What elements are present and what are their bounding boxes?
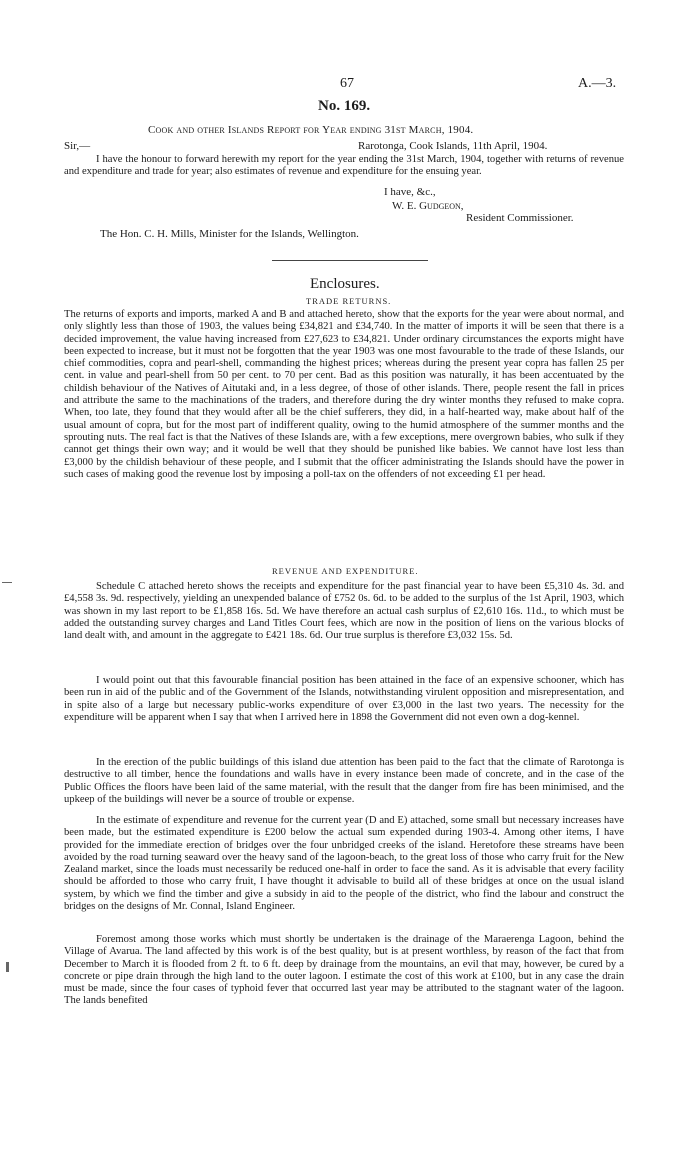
margin-mark — [6, 962, 9, 972]
letter-signoff: I have, &c., — [384, 186, 436, 198]
trade-returns-paragraph: The returns of exports and imports, marked A and B and attached hereto, show that the exports for the year were about normal, and only slightly less than those of 1903, the values being £34,821 and £34,740. In the matter of imports it will be seen that there is a decided improvement, the value having increased from £27,623 to £34,821. Under ordinary circumstances the exports might have been expected to increase, but it must not be forgotten that the year 1903 was one most favourable to the trade of these Islands, our chief commodities, copra and pearl-shell, commanding the highest prices; whereas during the present year copra has fallen 25 per cent. in value and pearl-shell from 50 per cent. to 70 per cent. Bad as this position was naturally, it has been accentuated by the childish behaviour of the Natives of Aitutaki and, in a less degree, of those of other islands. There, people resent the fall in prices and attribute the same to the machinations of the traders, and therefore during the dry winter months they refused to make copra. When, too late, they found that they would after all be the chief sufferers, they did, in a half-hearted way, make about half of the usual amount of copra, but for the most part of indifferent quality, owing to the humid atmosphere of the summer months and the sprouting nuts. The real fact is that the Natives of these Islands are, with a few exceptions, mere overgrown babies, who sulk if they cannot get things their own way; and it would be well that they should be punished like babies. We cannot have lost less than £3,000 by the childish behaviour of these people, and I submit that the officer administrating the Islands should have the power in such cases of making good the revenue lost by imposing a poll-tax on the offenders of not exceeding £1 per head. — [64, 309, 624, 480]
addressee: The Hon. C. H. Mills, Minister for the Islands, Wellington. — [100, 228, 359, 240]
margin-mark — [2, 582, 12, 583]
signatory-title: Resident Commissioner. — [466, 212, 574, 224]
place-and-date: Rarotonga, Cook Islands, 11th April, 1904. — [358, 140, 548, 152]
revenue-paragraph-2: I would point out that this favourable financial position has been attained in the face of an expensive schooner, which has been run in aid of the public and of the Government of the Islands, notwithstanding virulent opposition and misrepresentation, and in spite also of a large but necessary public-works expenditure of over £3,000 in the last two years. The necessity for the expenditure will be apparent when I say that when I arrived here in 1898 the Government did not even own a dog-kennel. — [64, 675, 624, 723]
document-reference: A.—3. — [578, 76, 617, 91]
salutation: Sir,— — [64, 140, 91, 152]
section-divider — [272, 260, 428, 261]
signature: W. E. Gudgeon, — [392, 200, 464, 212]
document-number: No. 169. — [318, 98, 371, 114]
revenue-paragraph-5: Foremost among those works which must shortly be undertaken is the drainage of the Maraerenga Lagoon, behind the Village of Avarua. The land affected by this work is of the best quality, but is at present worthless, by reason of the fact that from December to March it is flooded from 2 ft. to 6 ft. deep by drainage from the mountains, an evil that may, however, be cured by a concrete or pipe drain through the high land to the outer lagoon. I estimate the cost of this work at £100, but in any case the drain must be made, since the four cases of typhoid fever that occurred last year may be attributed to the stagnant water of the lagoon. The lands benefited — [64, 934, 624, 1007]
revenue-paragraph-3: In the erection of the public buildings of this island due attention has been paid to the fact that the climate of Rarotonga is destructive to all timber, hence the foundations and walls have in every instance been made of concrete, and in the case of the Public Offices the floors have been laid of the same material, with the result that the danger from fire has been minimised, and the upkeep of the buildings will never be a source of trouble or expense. — [64, 757, 624, 805]
enclosures-heading: Enclosures. — [310, 276, 380, 292]
report-title: Cook and other Islands Report for Year ending 31st March, 1904. — [148, 124, 474, 136]
revenue-paragraph-1: Schedule C attached hereto shows the receipts and expenditure for the past financial year to have been £5,310 4s. 3d. and £4,558 3s. 9d. respectively, yielding an unexpended balance of £752 0s. 6d. to be added to the surplus of the 1st April, 1903, which was shown in my last report to be £1,858 16s. 5d. We have therefore an actual cash surplus of £2,610 16s. 11d., to which must be added the outstanding survey charges and Land Titles Court fees, which are now in the position of liens on the various blocks of land dealt with, and amount in the aggregate to £421 18s. 6d. Our true surplus is therefore £3,032 15s. 5d. — [64, 581, 624, 642]
revenue-paragraph-4: In the estimate of expenditure and revenue for the current year (D and E) attached, some small but necessary increases have been made, but the estimated expenditure is £200 below the actual sum expended during 1903-4. Among other items, I have provided for the immediate erection of bridges over the four unbridged creeks of the island. Heretofore these streams have been avoided by the road turning seaward over the heavy sand of the lagoon-beach, to the great loss of those who carry fruit for the New Zealand market, since the loads must necessarily be reduced one-half in order to face the sand. As it is advisable that every facility should be afforded to those who carry fruit, I have thought it advisable to build all of these bridges at once on the usual island system, by which we find the timber and give a subsidy in aid to the people of the district, who find the labour and construct the bridges on the designs of Mr. Connal, Island Engineer. — [64, 815, 624, 913]
trade-returns-heading: TRADE RETURNS. — [306, 296, 392, 306]
revenue-expenditure-heading: REVENUE AND EXPENDITURE. — [272, 566, 419, 576]
letter-body: I have the honour to forward herewith my report for the year ending the 31st March, 1904, together with returns of revenue and expenditure and trade for year; also estimates of revenue and expenditure for the ensuing year. — [64, 154, 624, 178]
page-number: 67 — [340, 76, 354, 91]
